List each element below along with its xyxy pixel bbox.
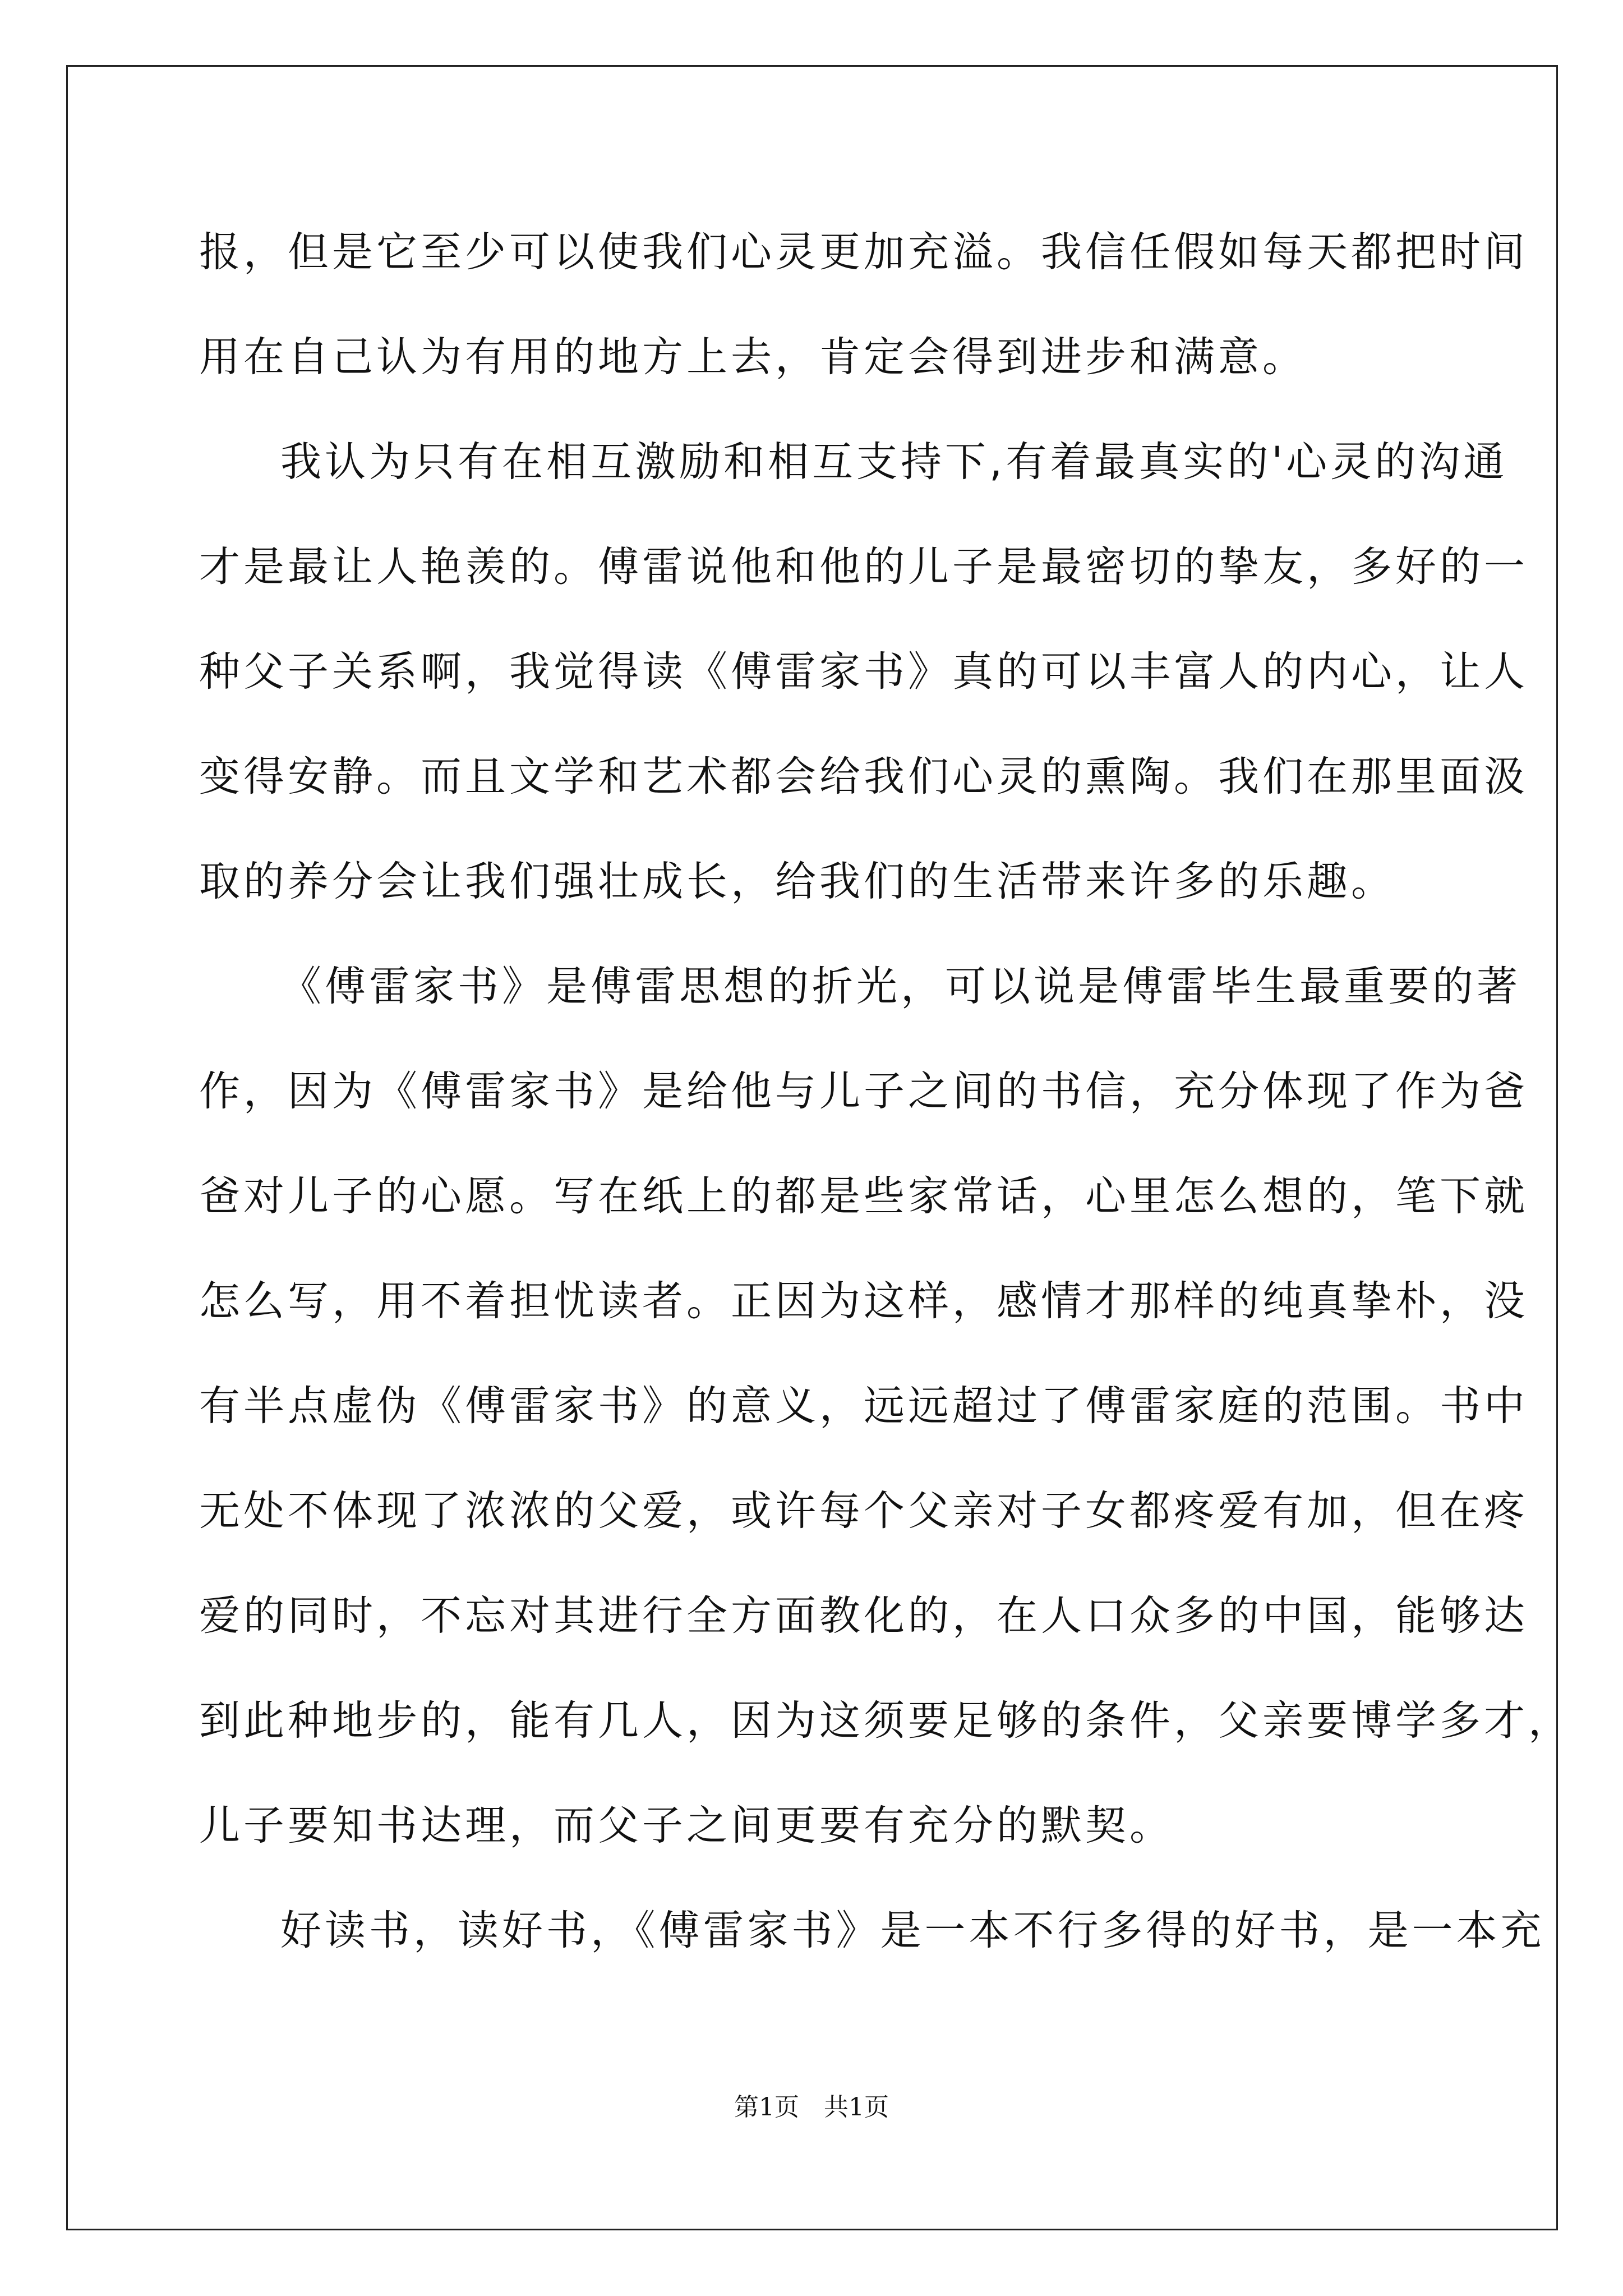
- text-line: 爱的同时，不忘对其进行全方面教化的，在人口众多的中国，能够达: [199, 1592, 1528, 1640]
- text-line: 报，但是它至少可以使我们心灵更加充溢。我信任假如每天都把时间: [199, 228, 1528, 276]
- text-line: 无处不体现了浓浓的父爱，或许每个父亲对子女都疼爱有加，但在疼: [199, 1487, 1528, 1535]
- paragraph-start-line: 《傅雷家书》是傅雷思想的折光，可以说是傅雷毕生最重要的著: [280, 963, 1521, 1010]
- text-line: 取的养分会让我们强壮成长，给我们的生活带来许多的乐趣。: [199, 858, 1395, 905]
- text-line: 到此种地步的，能有几人，因为这须要足够的条件，父亲要博学多才，: [199, 1697, 1573, 1745]
- text-line: 爸对儿子的心愿。写在纸上的都是些家常话，心里怎么想的，笔下就: [199, 1172, 1528, 1220]
- paragraph-start-line: 我认为只有在相互激励和相互支持下,有着最真实的'心灵的沟通: [280, 438, 1508, 486]
- text-line: 作，因为《傅雷家书》是给他与儿子之间的书信，充分体现了作为爸: [199, 1068, 1528, 1115]
- text-line: 有半点虚伪《傅雷家书》的意义，远远超过了傅雷家庭的范围。书中: [199, 1382, 1528, 1430]
- text-line: 儿子要知书达理，而父子之间更要有充分的默契。: [199, 1802, 1174, 1849]
- text-line: 种父子关系啊，我觉得读《傅雷家书》真的可以丰富人的内心，让人: [199, 648, 1528, 696]
- paragraph-start-line: 好读书，读好书，《傅雷家书》是一本不行多得的好书，是一本充: [280, 1907, 1545, 1954]
- text-line: 变得安静。而且文学和艺术都会给我们心灵的熏陶。我们在那里面汲: [199, 753, 1528, 800]
- page-number-footer: 第1页 共1页: [734, 2093, 889, 2122]
- text-line: 用在自己认为有用的地方上去，肯定会得到进步和满意。: [199, 333, 1307, 381]
- text-line: 怎么写，用不着担忧读者。正因为这样，感情才那样的纯真挚朴，没: [199, 1277, 1528, 1325]
- text-line: 才是最让人艳羡的。傅雷说他和他的儿子是最密切的挚友，多好的一: [199, 543, 1528, 591]
